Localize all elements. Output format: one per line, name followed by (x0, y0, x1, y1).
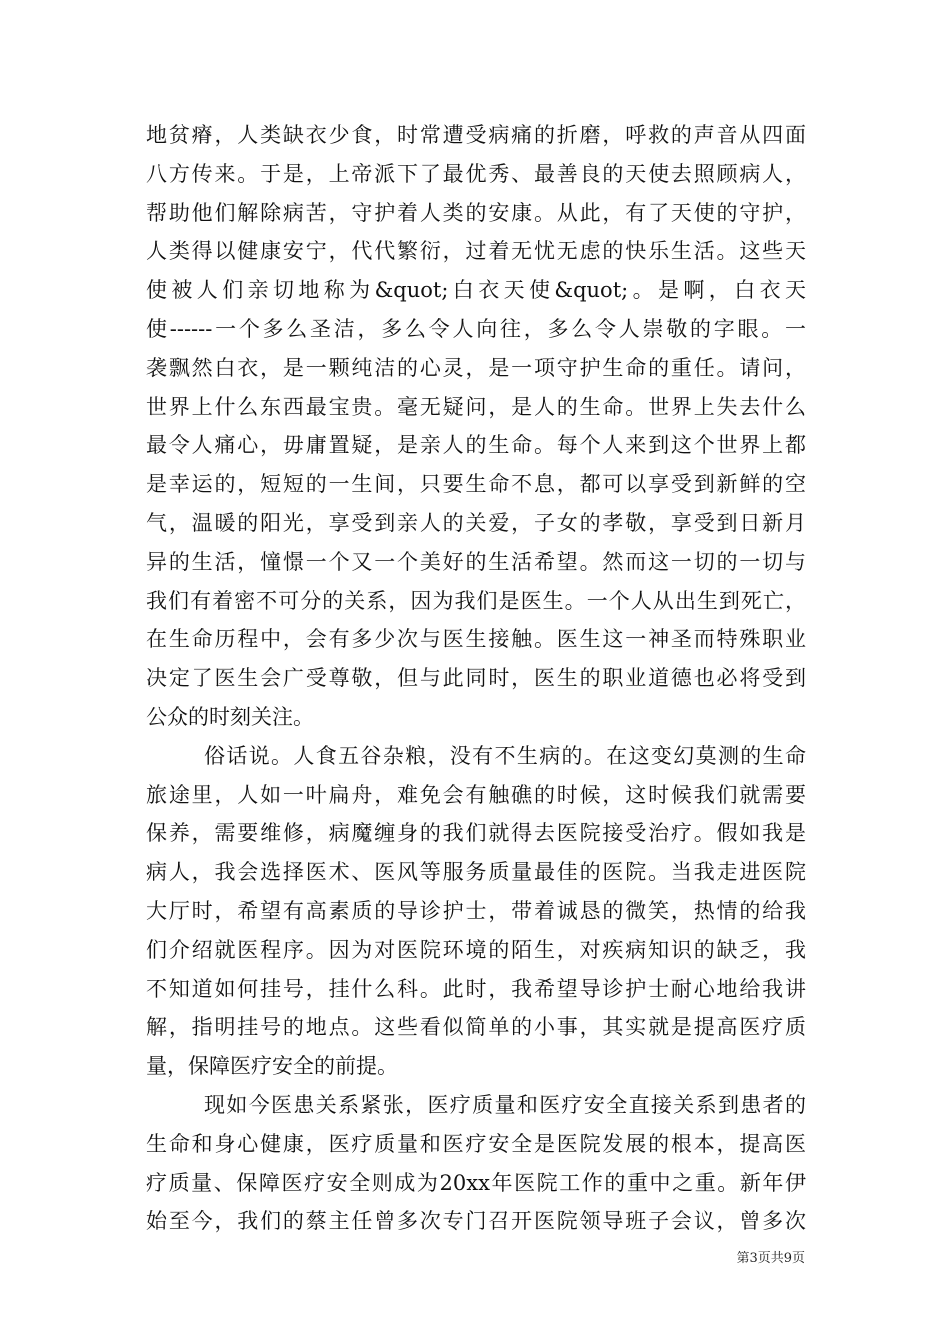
text-line: 疗质量、保障医疗安全则成为20xx年医院工作的重中之重。新年伊 (146, 1170, 806, 1195)
text-line: 保养，需要维修，病魔缠身的我们就得去医院接受治疗。假如我是 (146, 821, 806, 846)
text-line: 解，指明挂号的地点。这些看似简单的小事，其实就是提高医疗质 (146, 1015, 806, 1040)
text-line: 最令人痛心，毋庸置疑，是亲人的生命。每个人来到这个世界上都 (146, 433, 806, 458)
text-line: 世界上什么东西最宝贵。毫无疑问，是人的生命。世界上失去什么 (146, 394, 806, 419)
text-line: 地贫瘠，人类缺衣少食，时常遭受病痛的折磨，呼救的声音从四面 (146, 123, 806, 147)
text-line: 使------一个多么圣洁，多么令人向往，多么令人崇敬的字眼。一 (146, 316, 806, 341)
text-line: 不知道如何挂号，挂什么科。此时，我希望导诊护士耐心地给我讲 (146, 976, 806, 1001)
text-line: 在生命历程中，会有多少次与医生接触。医生这一神圣而特殊职业 (146, 627, 806, 652)
text-line: 病人，我会选择医术、医风等服务质量最佳的医院。当我走进医院 (146, 860, 806, 885)
text-line: 是幸运的，短短的一生间，只要生命不息，都可以享受到新鲜的空 (146, 472, 806, 497)
text-line: 旅途里，人如一叶扁舟，难免会有触礁的时候，这时候我们就需要 (146, 782, 806, 807)
text-line: 公众的时刻关注。 (146, 704, 314, 729)
text-line: 们介绍就医程序。因为对医院环境的陌生，对疾病知识的缺乏，我 (146, 937, 806, 962)
text-line: 帮助他们解除病苦，守护着人类的安康。从此，有了天使的守护， (146, 200, 806, 225)
text-line: 现如今医患关系紧张，医疗质量和医疗安全直接关系到患者的 (204, 1092, 806, 1117)
text-line: 异的生活，憧憬一个又一个美好的生活希望。然而这一切的一切与 (146, 549, 806, 574)
text-line: 量，保障医疗安全的前提。 (146, 1054, 398, 1079)
text-line: 决定了医生会广受尊敬，但与此同时，医生的职业道德也必将受到 (146, 666, 806, 691)
text-line: 八方传来。于是，上帝派下了最优秀、最善良的天使去照顾病人， (146, 161, 806, 186)
text-line: 我们有着密不可分的关系，因为我们是医生。一个人从出生到死亡， (146, 588, 806, 613)
text-line: 使被人们亲切地称为&quot;白衣天使&quot;。是啊，白衣天 (146, 278, 806, 303)
text-line: 大厅时，希望有高素质的导诊护士，带着诚恳的微笑，热情的给我 (146, 898, 806, 923)
text-line: 人类得以健康安宁，代代繁衍，过着无忧无虑的快乐生活。这些天 (146, 239, 806, 264)
text-line: 始至今，我们的蔡主任曾多次专门召开医院领导班子会议，曾多次 (146, 1209, 806, 1234)
text-line: 俗话说。人食五谷杂粮，没有不生病的。在这变幻莫测的生命 (204, 743, 806, 768)
text-line: 气，温暖的阳光，享受到亲人的关爱，子女的孝敬，享受到日新月 (146, 510, 806, 535)
body-text (146, 116, 806, 1241)
text-line: 袭飘然白衣，是一颗纯洁的心灵，是一项守护生命的重任。请问， (146, 355, 806, 380)
text-line: 生命和身心健康，医疗质量和医疗安全是医院发展的根本，提高医 (146, 1131, 806, 1156)
page-number: 第3页共9页 (736, 1251, 805, 1266)
